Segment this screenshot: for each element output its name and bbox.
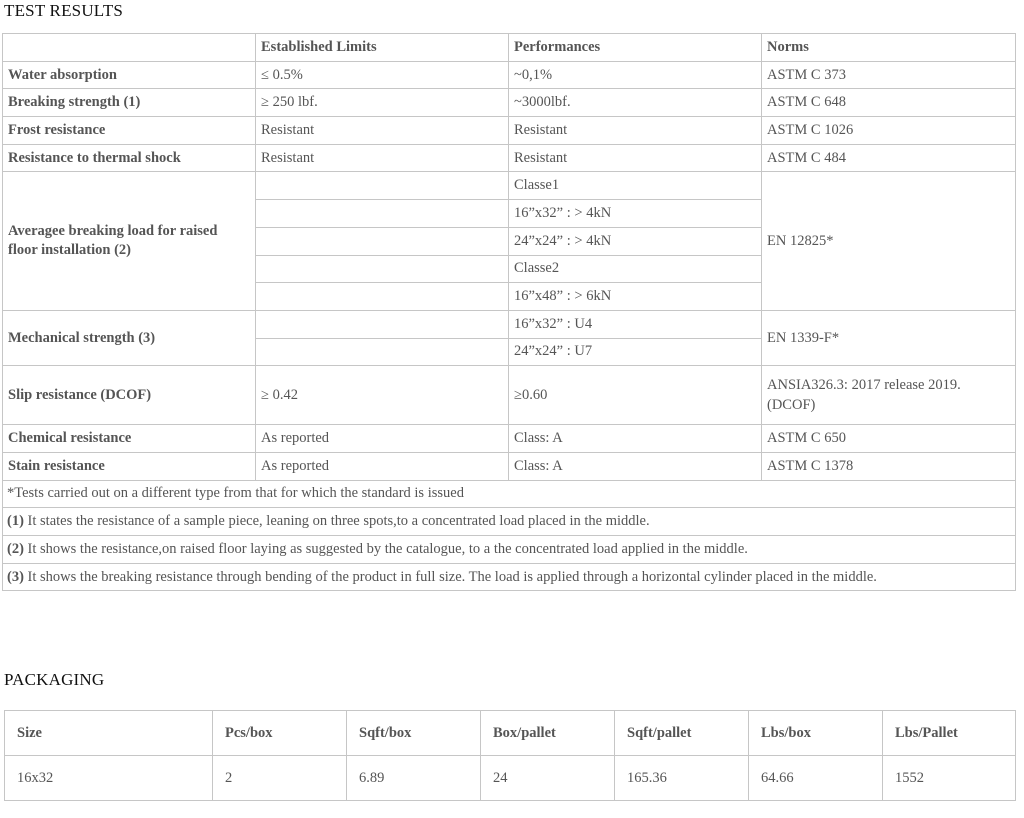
norm-cell: EN 1339-F* — [762, 310, 1016, 365]
norm-cell: ANSIA326.3: 2017 release 2019. (DCOF) — [762, 366, 1016, 425]
test-results-table — [2, 33, 1016, 591]
performance-cell: Classe1 — [509, 172, 762, 200]
header-cell: Lbs/box — [749, 711, 883, 756]
row-label: Mechanical strength (3) — [3, 310, 256, 365]
norm-cell: ASTM C 1378 — [762, 452, 1016, 480]
row-label: Averagee breaking load for raised floor installation (2) — [3, 172, 256, 310]
table-row — [3, 452, 1016, 480]
limit-cell — [256, 310, 509, 338]
norm-cell: ASTM C 648 — [762, 89, 1016, 117]
table-cell: 24 — [481, 756, 615, 801]
table-row — [3, 61, 1016, 89]
table-row — [3, 89, 1016, 117]
performance-cell: Resistant — [509, 117, 762, 145]
limit-cell — [256, 338, 509, 366]
header-cell — [3, 34, 256, 62]
performance-cell: 24”x24” : U7 — [509, 338, 762, 366]
norm-cell: ASTM C 373 — [762, 61, 1016, 89]
row-label: Resistance to thermal shock — [3, 144, 256, 172]
limit-cell — [256, 255, 509, 283]
performance-cell: 16”x48” : > 6kN — [509, 283, 762, 311]
header-cell: Lbs/Pallet — [883, 711, 1016, 756]
table-row — [5, 756, 1016, 801]
limit-cell — [256, 200, 509, 228]
table-row — [3, 310, 1016, 338]
footnote-row — [3, 508, 1016, 536]
header-cell: Pcs/box — [213, 711, 347, 756]
limit-cell — [256, 283, 509, 311]
header-cell: Sqft/box — [347, 711, 481, 756]
table-row — [3, 117, 1016, 145]
footnote-row — [3, 563, 1016, 591]
performance-cell: ~0,1% — [509, 61, 762, 89]
row-label: Slip resistance (DCOF) — [3, 366, 256, 425]
performance-cell: ~3000lbf. — [509, 89, 762, 117]
header-cell: Size — [5, 711, 213, 756]
footnote-1 — [3, 508, 1016, 536]
limit-cell: ≥ 250 lbf. — [256, 89, 509, 117]
norm-cell: ASTM C 484 — [762, 144, 1016, 172]
footnote-row — [3, 536, 1016, 564]
limit-cell: ≥ 0.42 — [256, 366, 509, 425]
table-header-row — [5, 711, 1016, 756]
performance-cell: 24”x24” : > 4kN — [509, 227, 762, 255]
test-results-title: TEST RESULTS — [4, 1, 124, 20]
limit-cell: Resistant — [256, 117, 509, 145]
table-cell: 1552 — [883, 756, 1016, 801]
limit-cell: Resistant — [256, 144, 509, 172]
limit-cell — [256, 172, 509, 200]
limit-cell: As reported — [256, 425, 509, 453]
header-cell: Performances — [509, 34, 762, 62]
norm-cell: ASTM C 650 — [762, 425, 1016, 453]
row-label: Chemical resistance — [3, 425, 256, 453]
table-cell: 6.89 — [347, 756, 481, 801]
packaging-title: PACKAGING — [4, 670, 105, 689]
header-cell: Norms — [762, 34, 1016, 62]
table-row — [3, 172, 1016, 200]
limit-cell — [256, 227, 509, 255]
table-row — [3, 144, 1016, 172]
table-cell: 64.66 — [749, 756, 883, 801]
packaging-table — [4, 710, 1016, 801]
row-label: Stain resistance — [3, 452, 256, 480]
performance-cell: Class: A — [509, 452, 762, 480]
footnote-text: It states the resistance of a sample piece, leaning on three spots,to a concentrated load placed in the middle. — [23, 513, 650, 530]
table-header-row — [3, 34, 1016, 62]
footnote-2 — [3, 536, 1016, 564]
performance-cell: 16”x32” : U4 — [509, 310, 762, 338]
header-cell: Sqft/pallet — [615, 711, 749, 756]
norm-cell: ASTM C 1026 — [762, 117, 1016, 145]
limit-cell: As reported — [256, 452, 509, 480]
footnote-marker: (2) — [7, 540, 24, 557]
norm-cell: EN 12825* — [762, 172, 1016, 310]
performance-cell: 16”x32” : > 4kN — [509, 200, 762, 228]
performance-cell: Class: A — [509, 425, 762, 453]
footnote-star: *Tests carried out on a different type from that for which the standard is issued — [3, 480, 1016, 508]
performance-cell: ≥0.60 — [509, 366, 762, 425]
row-label: Water absorption — [3, 61, 256, 89]
header-cell: Established Limits — [256, 34, 509, 62]
table-cell: 16x32 — [5, 756, 213, 801]
table-row — [3, 425, 1016, 453]
footnote-marker: (1) — [7, 513, 24, 530]
performance-cell: Resistant — [509, 144, 762, 172]
row-label: Breaking strength (1) — [3, 89, 256, 117]
row-label: Frost resistance — [3, 117, 256, 145]
performance-cell: Classe2 — [509, 255, 762, 283]
footnote-marker: (3) — [7, 568, 24, 585]
limit-cell: ≤ 0.5% — [256, 61, 509, 89]
footnote-text: It shows the breaking resistance through bending of the product in full size. The load is applied through a horizontal cylinder placed in the middle. — [23, 568, 877, 585]
table-cell: 165.36 — [615, 756, 749, 801]
header-cell: Box/pallet — [481, 711, 615, 756]
table-cell: 2 — [213, 756, 347, 801]
footnote-row — [3, 480, 1016, 508]
footnote-3 — [3, 563, 1016, 591]
table-row — [3, 366, 1016, 425]
footnote-text: It shows the resistance,on raised floor laying as suggested by the catalogue, to a the concentrated load applied in the middle. — [23, 540, 748, 557]
